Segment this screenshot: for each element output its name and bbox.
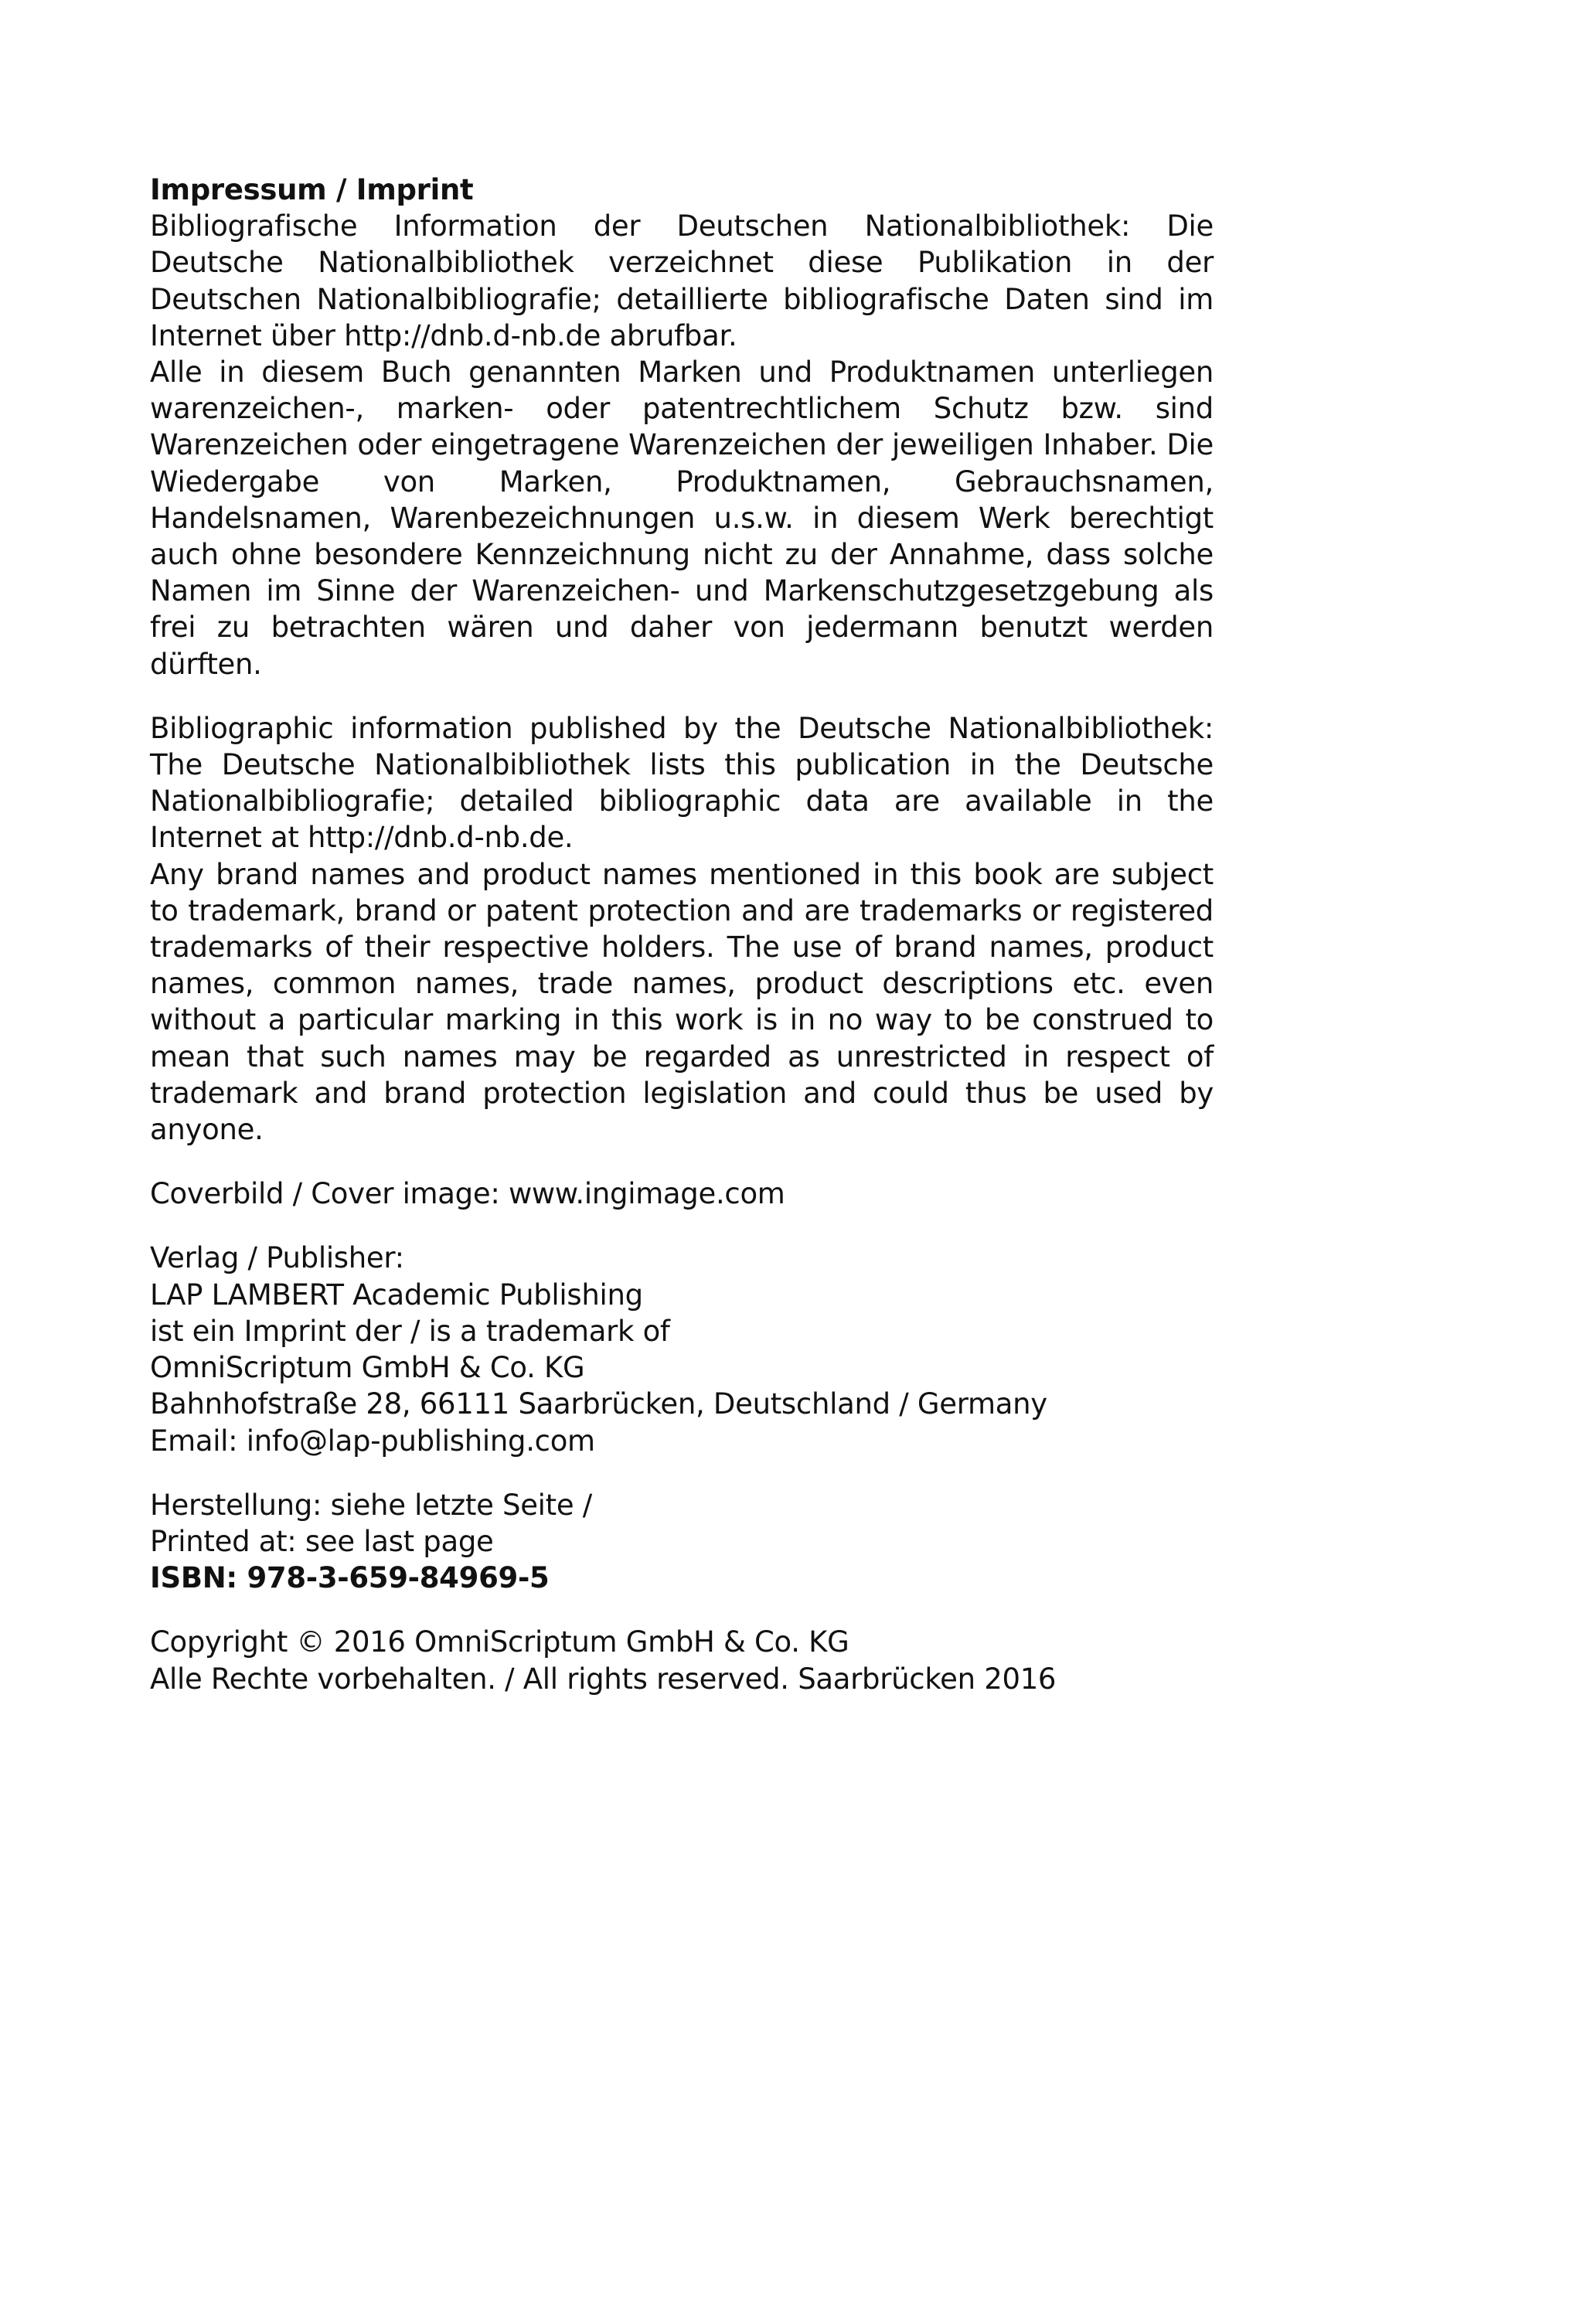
section-gap xyxy=(150,1148,1214,1176)
imprint-en-trademark-paragraph: Any brand names and product names mentioned in this book are subject to trademark, brand or patent protection and are trademarks or registered trademarks of their respective holders. The use of brand names, product names, common names, trade names, product descriptions etc. even without a particular marking in this work is in no way to be construed to mean that such names may be regarded as unrestricted in respect of trademark and brand protection legislation and could thus be used by anyone. xyxy=(150,857,1214,1147)
isbn-number: ISBN: 978-3-659-84969-5 xyxy=(150,1561,550,1595)
rights-reserved-line: Alle Rechte vorbehalten. / All rights reserved. Saarbrücken 2016 xyxy=(150,1662,1057,1696)
production-line-de: Herstellung: siehe letzte Seite / xyxy=(150,1488,592,1522)
imprint-de-bibliographic-paragraph: Bibliografische Information der Deutschen Nationalbibliothek: Die Deutsche Nationalbibliothek verzeichnet diese Publikation in der Deutschen Nationalbibliografie; detaillierte bibliografische Daten sind im Internet über http://dnb.d-nb.de abrufbar. xyxy=(150,209,1214,352)
imprint-page xyxy=(150,172,1214,1697)
publisher-company: OmniScriptum GmbH & Co. KG xyxy=(150,1351,585,1385)
section-gap xyxy=(150,1459,1214,1487)
section-gap xyxy=(150,1596,1214,1624)
cover-image-credit: Coverbild / Cover image: www.ingimage.com xyxy=(150,1177,785,1211)
publisher-email: Email: info@lap-publishing.com xyxy=(150,1424,595,1458)
section-gap xyxy=(150,1212,1214,1240)
imprint-heading: Impressum / Imprint xyxy=(150,173,474,206)
copyright-line: Copyright © 2016 OmniScriptum GmbH & Co. KG xyxy=(150,1625,849,1659)
publisher-imprint-note: ist ein Imprint der / is a trademark of xyxy=(150,1314,670,1348)
imprint-en-bibliographic-paragraph: Bibliographic information published by the Deutsche Nationalbibliothek: The Deutsche Nationalbibliothek lists this publication in the Deutsche Nationalbibliografie; detailed bibliographic data are available in the Internet at http://dnb.d-nb.de. xyxy=(150,711,1214,855)
publisher-address: Bahnhofstraße 28, 66111 Saarbrücken, Deutschland / Germany xyxy=(150,1387,1047,1421)
publisher-name: LAP LAMBERT Academic Publishing xyxy=(150,1278,643,1312)
production-line-en: Printed at: see last page xyxy=(150,1524,494,1558)
imprint-de-trademark-paragraph: Alle in diesem Buch genannten Marken und Produktnamen unterliegen warenzeichen-, marken- oder patentrechtlichem Schutz bzw. sind Warenzeichen oder eingetragene Warenzeichen der jeweiligen Inhaber. Die Wiedergabe von Marken, Produktnamen, Gebrauchsnamen, Handelsnamen, Warenbezeichnungen u.s.w. in diesem Werk berechtigt auch ohne besondere Kennzeichnung nicht zu der Annahme, dass solche Namen im Sinne der Warenzeichen- und Markenschutzgesetzgebung als frei zu betrachten wären und daher von jedermann benutzt werden dürften. xyxy=(150,356,1214,681)
section-gap xyxy=(150,682,1214,710)
publisher-label: Verlag / Publisher: xyxy=(150,1241,404,1275)
